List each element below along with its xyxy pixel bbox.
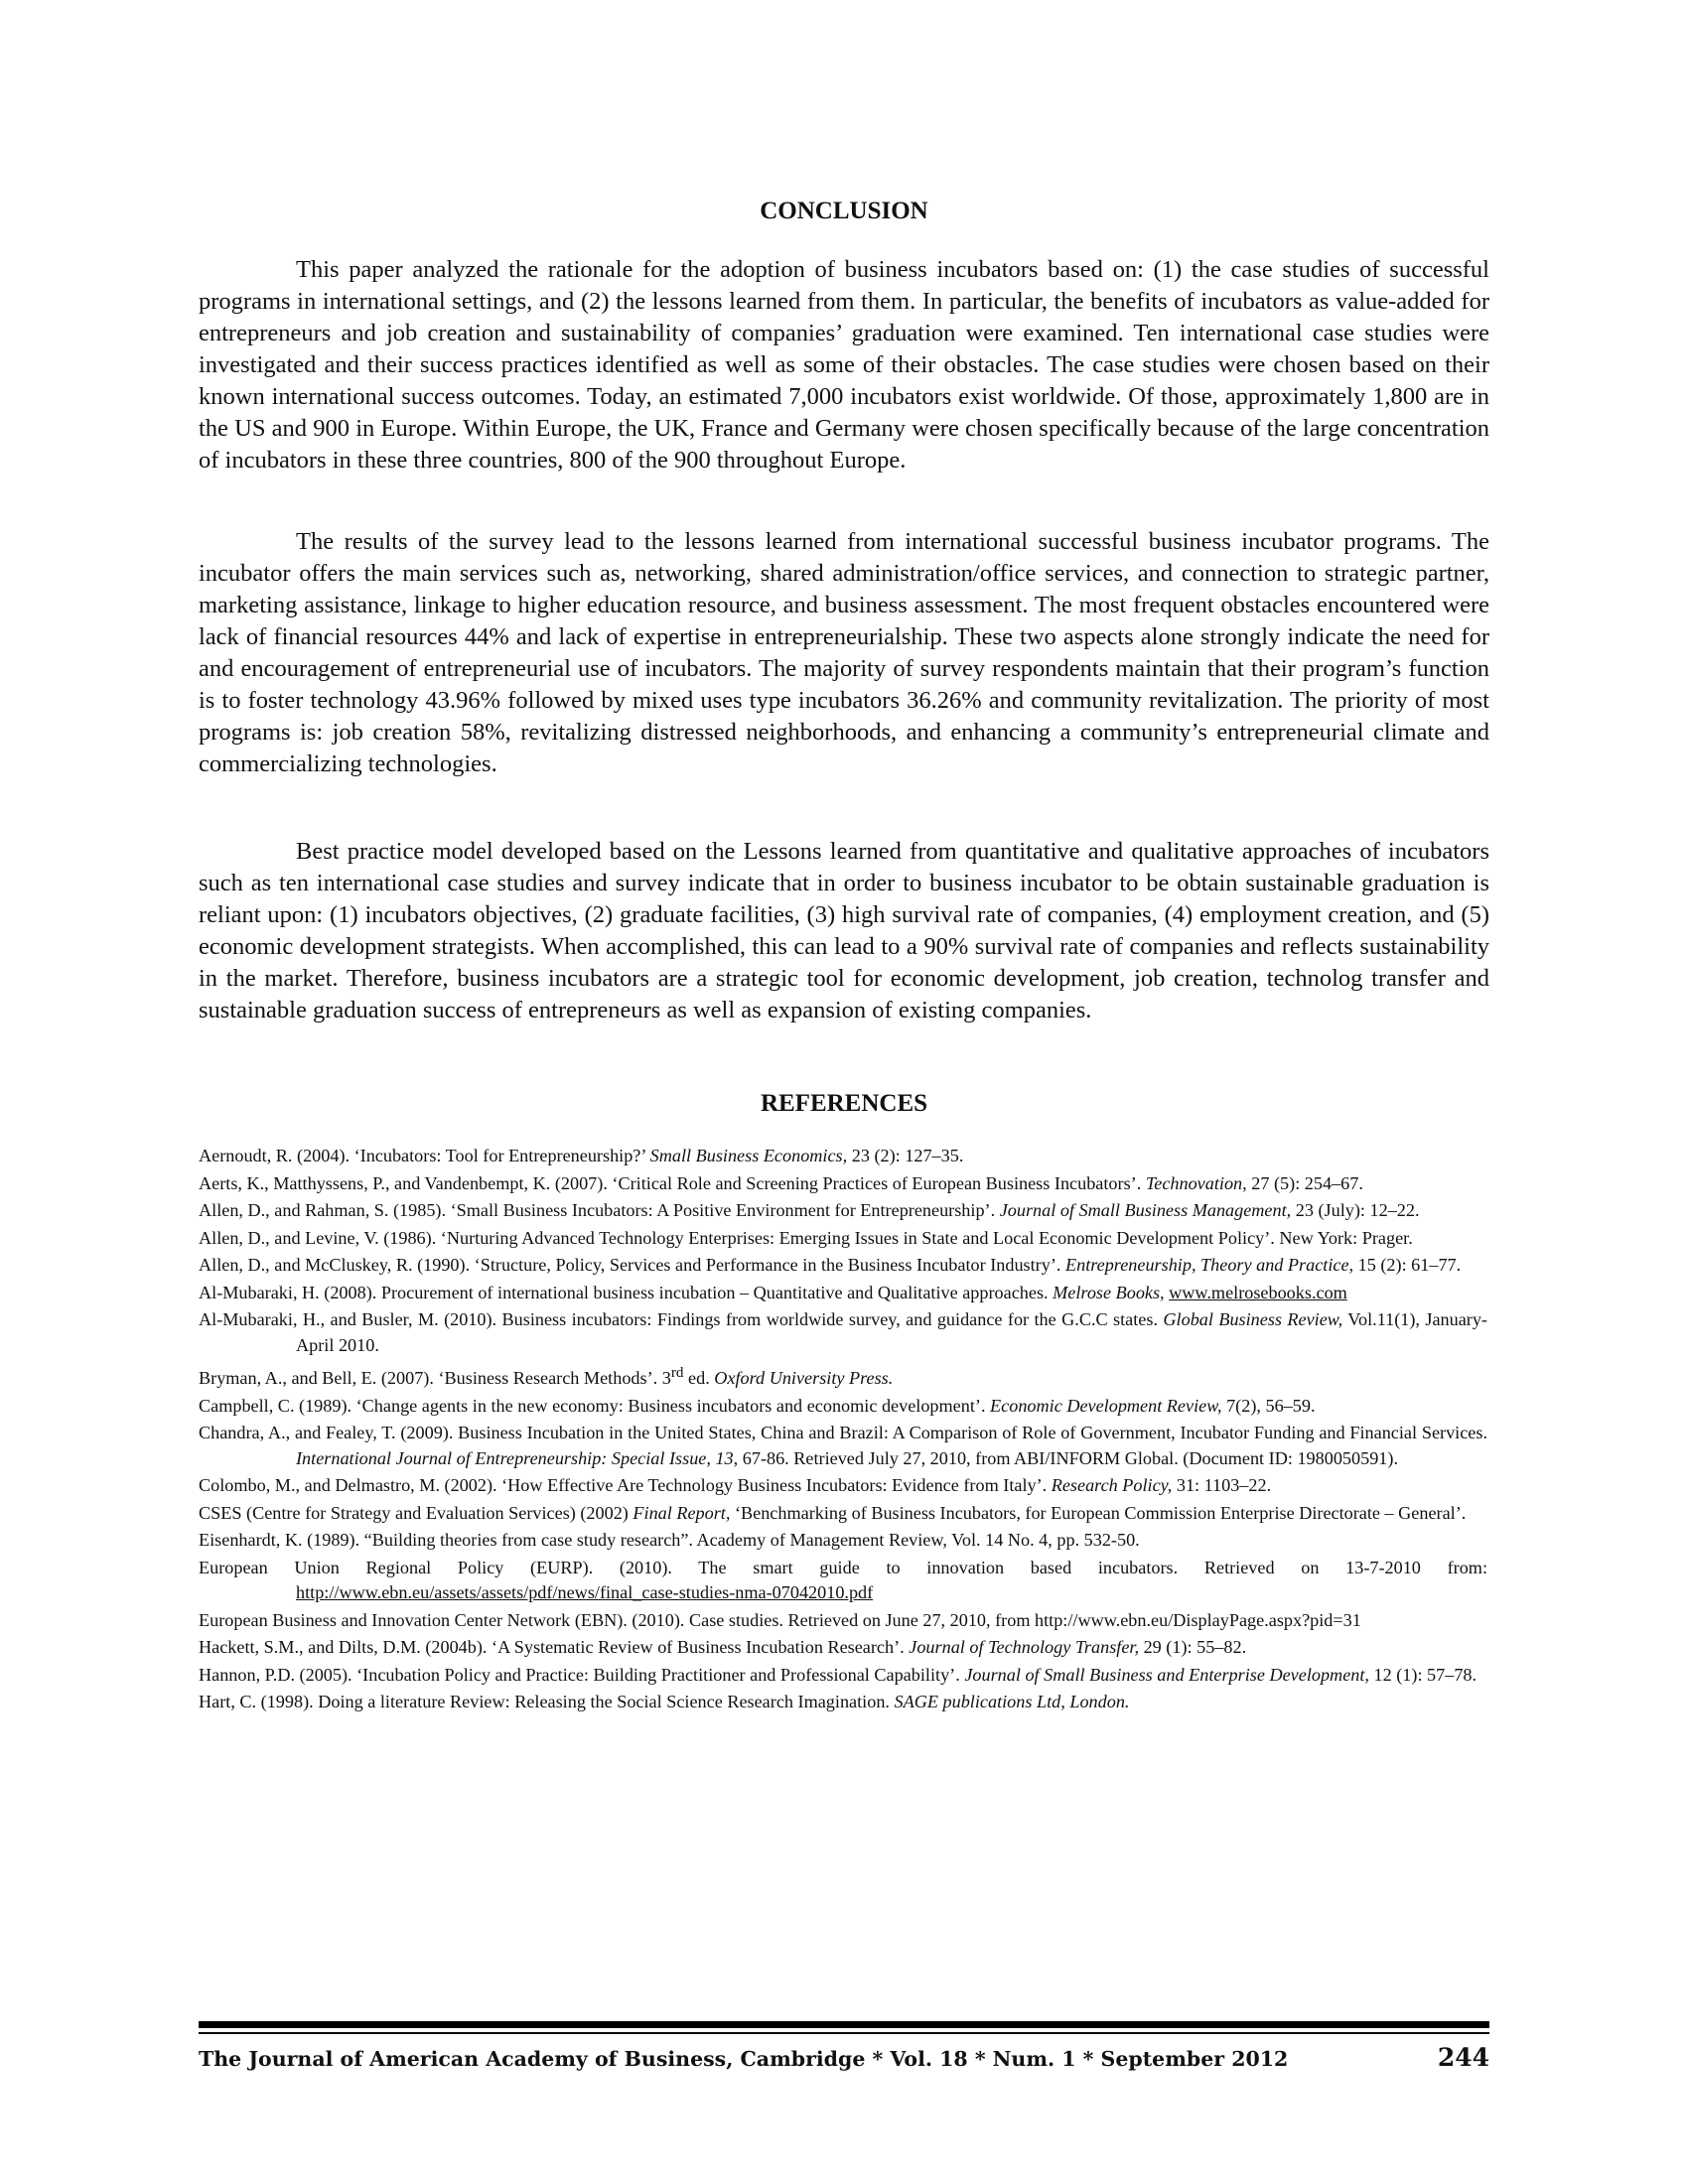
reference-link[interactable]: http://www.ebn.eu/assets/assets/pdf/news/final_case-studies-nma-07042010.pdf bbox=[296, 1582, 874, 1603]
reference-text: Chandra, A., and Fealey, T. (2009). Business Incubation in the United States, China and Brazil: A Comparison of Role of Government, Incubator Funding and Financial Services. bbox=[199, 1423, 1487, 1443]
reference-item bbox=[199, 1307, 1487, 1358]
reference-text: 12 (1): 57–78. bbox=[1368, 1664, 1477, 1685]
reference-text: European Business and Innovation Center Network (EBN). (2010). Case studies. Retrieved on June 27, 2010, from http://www.ebn.eu/DisplayPage.aspx?pid=31 bbox=[199, 1609, 1361, 1630]
reference-source-italic: Technovation, bbox=[1145, 1172, 1247, 1193]
reference-source-italic: Small Business Economics, bbox=[649, 1146, 848, 1165]
reference-text: 7(2), 56–59. bbox=[1221, 1395, 1316, 1416]
reference-text: Campbell, C. (1989). ‘Change agents in the new economy: Business incubators and economic development’. bbox=[199, 1395, 991, 1416]
reference-text: 15 (2): 61–77. bbox=[1353, 1255, 1462, 1275]
reference-source-italic: International Journal of Entrepreneurship: Special Issue, 13, bbox=[296, 1447, 739, 1468]
reference-item bbox=[199, 1394, 1487, 1420]
reference-text: 23 (July): 12–22. bbox=[1291, 1200, 1420, 1220]
reference-item bbox=[199, 1501, 1487, 1527]
reference-text: ed. bbox=[683, 1368, 715, 1389]
reference-item bbox=[199, 1663, 1487, 1689]
reference-source-italic: SAGE publications Ltd, London. bbox=[894, 1692, 1130, 1712]
reference-text: Aernoudt, R. (2004). ‘Incubators: Tool for Entrepreneurship?’ bbox=[199, 1146, 650, 1165]
reference-text: 27 (5): 254–67. bbox=[1246, 1172, 1363, 1193]
journal-footer: The Journal of American Academy of Business, Cambridge * Vol. 18 * Num. 1 * September 2012 bbox=[199, 2047, 1289, 2071]
conclusion-heading: CONCLUSION bbox=[760, 198, 928, 224]
reference-source-italic: Research Policy, bbox=[1051, 1475, 1173, 1496]
reference-text: Hart, C. (1998). Doing a literature Review: Releasing the Social Science Research Imagination. bbox=[199, 1692, 895, 1712]
reference-text: Bryman, A., and Bell, E. (2007). ‘Business Research Methods’. 3 bbox=[199, 1368, 671, 1389]
reference-item bbox=[199, 1171, 1487, 1197]
reference-source-italic: Oxford University Press. bbox=[714, 1368, 894, 1389]
reference-text: Hannon, P.D. (2005). ‘Incubation Policy and Practice: Building Practitioner and Professional Capability’. bbox=[199, 1664, 965, 1685]
reference-text: Al-Mubaraki, H. (2008). Procurement of international business incubation – Quantitative and Qualitative approaches. bbox=[199, 1282, 1054, 1302]
conclusion-paragraph-1 bbox=[199, 254, 1489, 477]
reference-source-italic: Journal of Small Business Management, bbox=[999, 1200, 1292, 1220]
paragraph-text: Best practice model developed based on the Lessons learned from quantitative and qualitative approaches of incubators such as ten international case studies and survey indicate that in order to business incubator to be obtain sustainable graduation is reliant upon: (1) incubators objectives, (2) graduate facilities, (3) high survival rate of companies, (4) employment creation, and (5) economic development strategists. When accomplished, this can lead to a 90% survival rate of companies and reflects sustainability in the market. Therefore, business incubators are a strategic tool for economic development, job creation, technolog transfer and sustainable graduation success of entrepreneurs as well as expansion of existing companies. bbox=[199, 838, 1489, 1024]
reference-item bbox=[199, 1635, 1487, 1661]
reference-text: 67-86. Retrieved July 27, 2010, from ABI/INFORM Global. (Document ID: 1980050591). bbox=[738, 1447, 1398, 1468]
reference-text: CSES (Centre for Strategy and Evaluation Services) (2002) bbox=[199, 1502, 633, 1523]
reference-text: ‘Benchmarking of Business Incubators, for European Commission Enterprise Directorate – General’. bbox=[730, 1502, 1467, 1523]
reference-item bbox=[199, 1281, 1487, 1306]
conclusion-paragraph-2 bbox=[199, 526, 1489, 780]
reference-text: Aerts, K., Matthyssens, P., and Vandenbempt, K. (2007). ‘Critical Role and Screening Practices of European Business Incubators’. bbox=[199, 1172, 1146, 1193]
reference-source-italic: Journal of Small Business and Enterprise Development, bbox=[964, 1664, 1369, 1685]
reference-item bbox=[199, 1198, 1487, 1224]
reference-text: 29 (1): 55–82. bbox=[1139, 1637, 1247, 1658]
reference-item bbox=[199, 1360, 1487, 1392]
reference-source-italic: Final Report, bbox=[633, 1502, 731, 1523]
reference-text: Colombo, M., and Delmastro, M. (2002). ‘How Effective Are Technology Business Incubators: Evidence from Italy’. bbox=[199, 1475, 1052, 1496]
reference-text: Allen, D., and Levine, V. (1986). ‘Nurturing Advanced Technology Enterprises: Emerging Issues in State and Local Economic Development Policy’. New York: Prager. bbox=[199, 1227, 1413, 1248]
references-heading: REFERENCES bbox=[760, 1090, 928, 1117]
conclusion-paragraph-3 bbox=[199, 836, 1489, 1026]
reference-item bbox=[199, 1473, 1487, 1499]
reference-text: Vol.11(1), January-April 2010. bbox=[296, 1309, 1487, 1355]
reference-text: European Union Regional Policy (EURP). (2010). The smart guide to innovation based incubators. Retrieved on 13-7-2010 from: bbox=[199, 1557, 1487, 1577]
reference-list bbox=[199, 1144, 1487, 1717]
reference-text: Allen, D., and Rahman, S. (1985). ‘Small Business Incubators: A Positive Environment for Entrepreneurship’. bbox=[199, 1200, 1000, 1220]
reference-item bbox=[199, 1528, 1487, 1554]
paragraph-text: The results of the survey lead to the lessons learned from international successful business incubator programs. The incubator offers the main services such as, networking, shared administration/office services, and connection to strategic partner, marketing assistance, linkage to higher education resource, and business assessment. The most frequent obstacles encountered were lack of financial resources 44% and lack of expertise in entrepreneurialship. These two aspects alone strongly indicate the need for and encouragement of entrepreneurial use of incubators. The majority of survey respondents maintain that their program’s function is to foster technology 43.96% followed by mixed uses type incubators 36.26% and community revitalization. The priority of most programs is: job creation 58%, revitalizing distressed neighborhoods, and enhancing a community’s entrepreneurial climate and commercializing technologies. bbox=[199, 528, 1489, 777]
reference-source-italic: Melrose Books, bbox=[1053, 1282, 1165, 1302]
reference-source-italic: Journal of Technology Transfer, bbox=[909, 1637, 1140, 1658]
reference-text: Eisenhardt, K. (1989). “Building theories from case study research”. Academy of Management Review, Vol. 14 No. 4, pp. 532-50. bbox=[199, 1530, 1140, 1551]
reference-text: Hackett, S.M., and Dilts, D.M. (2004b). ‘A Systematic Review of Business Incubation Research’. bbox=[199, 1637, 910, 1658]
reference-item bbox=[199, 1226, 1487, 1252]
reference-link[interactable]: www.melrosebooks.com bbox=[1169, 1282, 1347, 1302]
paragraph-text: This paper analyzed the rationale for the adoption of business incubators based on: (1) the case studies of successful programs in international settings, and (2) the lessons learned from them. In particular, the benefits of incubators as value-added for entrepreneurs and job creation and sustainability of companies’ graduation were examined. Ten international case studies were investigated and their success practices identified as well as some of their obstacles. The case studies were chosen based on their known international success outcomes. Today, an estimated 7,000 incubators exist worldwide. Of those, approximately 1,800 are in the US and 900 in Europe. Within Europe, the UK, France and Germany were chosen specifically because of the large concentration of incubators in these three countries, 800 of the 900 throughout Europe. bbox=[199, 256, 1489, 474]
reference-source-italic: Economic Development Review, bbox=[990, 1395, 1222, 1416]
reference-item bbox=[199, 1556, 1487, 1606]
reference-item bbox=[199, 1608, 1487, 1634]
reference-superscript: rd bbox=[670, 1364, 684, 1381]
page-number: 244 bbox=[1437, 2043, 1489, 2072]
footer-rule-thin bbox=[199, 2032, 1489, 2034]
reference-item bbox=[199, 1690, 1487, 1715]
reference-text: Allen, D., and McCluskey, R. (1990). ‘Structure, Policy, Services and Performance in the Business Incubator Industry’. bbox=[199, 1255, 1065, 1275]
reference-text: Al-Mubaraki, H., and Busler, M. (2010). Business incubators: Findings from worldwide survey, and guidance for the G.C.C states. bbox=[199, 1309, 1164, 1329]
reference-text: 31: 1103–22. bbox=[1172, 1475, 1272, 1496]
footer-rule-thick bbox=[199, 2021, 1489, 2028]
reference-item bbox=[199, 1421, 1487, 1471]
reference-item bbox=[199, 1253, 1487, 1279]
reference-source-italic: Entrepreneurship, Theory and Practice, bbox=[1064, 1255, 1354, 1275]
reference-text: 23 (2): 127–35. bbox=[847, 1146, 964, 1165]
reference-item bbox=[199, 1144, 1487, 1169]
reference-source-italic: Global Business Review, bbox=[1163, 1309, 1343, 1329]
